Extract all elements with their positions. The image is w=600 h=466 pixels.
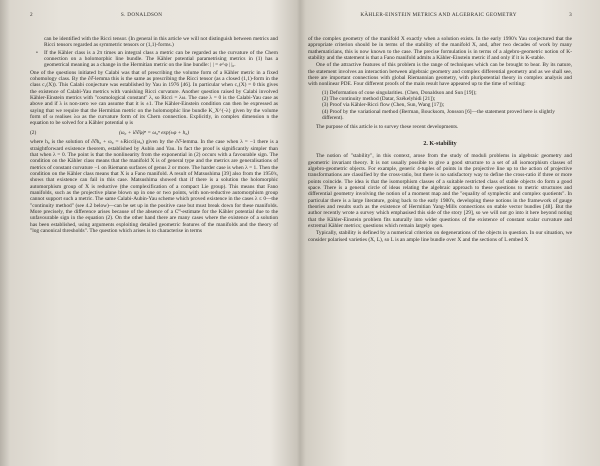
left-page-body bbox=[30, 36, 278, 234]
left-page-number: 2 bbox=[30, 12, 33, 18]
paragraph: of the complex geometry of the manifold X exactly when a solution exists. In the early 1990's Yau conjectured that the appropriate criterion should be in terms of the stability of the manifold X, and, after two decades of work by many mathematicians, this is now known to the case. The precise formulation is in terms of a algebro-geometric notion of K-stability and the statement is that a Fano manifold admits a Kähler-Einstein metric if and only if it is K-stable. bbox=[308, 36, 572, 62]
right-page-header bbox=[308, 12, 572, 26]
paragraph: One of the attractive features of this problem is the range of techniques which can be brought to bear. By its nature, the statement involves an interaction between algebraic geometry and complex differential geometry and as we shall see, there are important connections with global Riemannian geometry, with pluripotential theory in complex analysis and with nonlinear PDE. Four different proofs of the main result have appeared up to the time of writing: bbox=[308, 62, 572, 88]
left-page bbox=[30, 0, 278, 466]
paragraph: where h₀ is the solution of ∂∂̄h₀ + ω₀ = ±Ricci(ω₀) given by the ∂∂̄-lemma. In the case when λ = −1 there is a straightforward existence theorem, established by Aubin and Yau. In fact the proof is significantly simpler than that when λ = 0. The point is that the nonlinearity from the exponential in (2) occurs with a favourable sign. The condition on the Kähler class means that the manifold X is of general type and the metrics are generalisations of metrics of constant curvature −1 on Riemann surfaces of genus 2 or more. The harder case is when λ = 1. Then the condition on the Kähler class means that X is a Fano manifold. A result of Matsushima [39] also from the 1950's, shows that existence can fail in this case. Matsushima showed that if there is a solution the holomorphic automorphism group of X is reductive (the complexification of a compact Lie group). This means that Fano manifolds, such as the projective plane blown up in one or two points, with non-reductive automorphism group cannot support such a metric. The same Calabi-Aubin-Yau scheme which proved existence in the cases λ ≤ 0—the "continuity method" (see 4.2 below)—can be set up in the positive case but must break down for these manifolds. More precisely, the difference arises because of the absence of a C⁰-estimate for the Kähler potential due to the unfavourable sign in the equation (2). On the other hand there are many cases where the existence of a solution has been established, using arguments exploiting detailed geometric features of the manifolds and the theory of "log canonical thresholds". The question which arises is to characterise in terms bbox=[30, 139, 278, 234]
equation-number: (2) bbox=[30, 129, 37, 136]
bullet-list bbox=[30, 50, 278, 69]
paragraph: Typically, stability is defined by a numerical criterion on degenerations of the objects in question. In our situation, we consider polarised varieties (X, L), so L is an ample line bundle over X and the sections of L embed X bbox=[308, 230, 572, 243]
paragraph: The notion of "stability", in this context, arose from the study of moduli problems in algebraic geometry and geometric invariant theory. It is not usually possible to give a good structure to a set of all isomorphism classes of algebro-geometric objects. For example, generic 4-tuples of points in the projective line up to the action of projective transformations are classified by the cross-ratio, but there is no satisfactory way to define the cross-ratio if three or more points coincide. The idea is that the isomorphism classes of a suitable restricted class of stable objects do form a good space. There is a general circle of ideas relating the algebraic approach to these questions to metric structures and differential geometry involving the notion of a moment map and the "equality of symplectic and complex quotients". In particular there is a large literature, going back to the early 1980's, developing these notions in the framework of gauge theories and results such as the existence of Hermitian Yang-Mills connections on stable vector bundles [48]. But the author recently wrote a survey which emphasised this side of the story [29], so we will not go into it here beyond noting that the Kähler-Einstein problem fits naturally into wider questions of the existence of constant scalar curvature and extremal Kähler metrics; questions which remain largely open. bbox=[308, 153, 572, 229]
right-page-body bbox=[308, 36, 572, 243]
section-title: 2. K-stability bbox=[423, 140, 457, 147]
left-page-header bbox=[30, 12, 278, 26]
bullet-item: • If the Kähler class is a 2π times an integral class a metric can be regarded as the curvature of the Chern connection on a holomorphic line bundle. The Kähler potential parametrising metrics in (1) has a geometrical meaning as a change in the Hermitian metric on the line bundle: | | = e^φ | |₀. bbox=[30, 50, 278, 69]
equation-2 bbox=[30, 130, 278, 136]
list-item: (1) Deformation of cone singularities. (Chen, Donaldson and Sun [19]); bbox=[322, 89, 477, 96]
right-page bbox=[308, 0, 572, 466]
list-item: (2) The continuity method (Datar, Székelyhidi [21]); bbox=[322, 96, 436, 103]
list-item: (3) Proof via Kähler-Ricci flow (Chen, Sun, Wang [17]); bbox=[322, 102, 445, 109]
intro-continuation: can be identified with the Ricci tensor. (In general in this article we will not distinguish between metrics and Ricci tensors regarded as symmetric tensors or (1,1)-forms.) bbox=[44, 36, 278, 49]
right-page-number: 3 bbox=[569, 12, 572, 18]
page-edge-shadow bbox=[0, 0, 10, 466]
left-running-head: S. DONALDSON bbox=[120, 12, 163, 18]
list-item: (4) Proof by the variational method (Berman, Boucksom, Jonsson [6]—the statement proved here is slightly different). bbox=[322, 108, 555, 122]
right-running-head: KÄHLER-EINSTEIN METRICS AND ALGEBRAIC GEOMETRY bbox=[360, 12, 517, 18]
paragraph: One of the questions initiated by Calabi was that of prescribing the volume form of a Kähler metric in a fixed cohomology class. By the ∂∂̄-lemma this is the same as prescribing the Ricci tensor (as a closed (1,1)-form in the class c₁(X)). This Calabi conjecture was established by Yau in 1976 [46]. In particular when c₁(X) = 0 this gives the existence of Calabi-Yau metrics with vanishing Ricci curvature. Another question raised by Calabi involved Kähler-Einstein metrics with "cosmological constant" λ, so Ricci = λω. The case λ = 0 is the Calabi-Yau case as above and if λ is non-zero we can assume that it is ±1. The Kähler-Einstein condition can then be expressed as saying that we require that the Hermitian metric on the holomorphic line bundle K_X^{-λ} given by the volume form of ω realises λω as the curvature form of its Chern connection. Explicitly, in complex dimension n the equation to be solved for a Kähler potential φ is bbox=[30, 69, 278, 127]
proofs-list bbox=[308, 90, 572, 122]
equation-formula: (ω₀ + i∂∂̄φ)ⁿ = ω₀ⁿ exp(±φ + h₀) bbox=[118, 129, 190, 136]
purpose-sentence: The purpose of this article is to survey these recent developments. bbox=[316, 124, 459, 131]
